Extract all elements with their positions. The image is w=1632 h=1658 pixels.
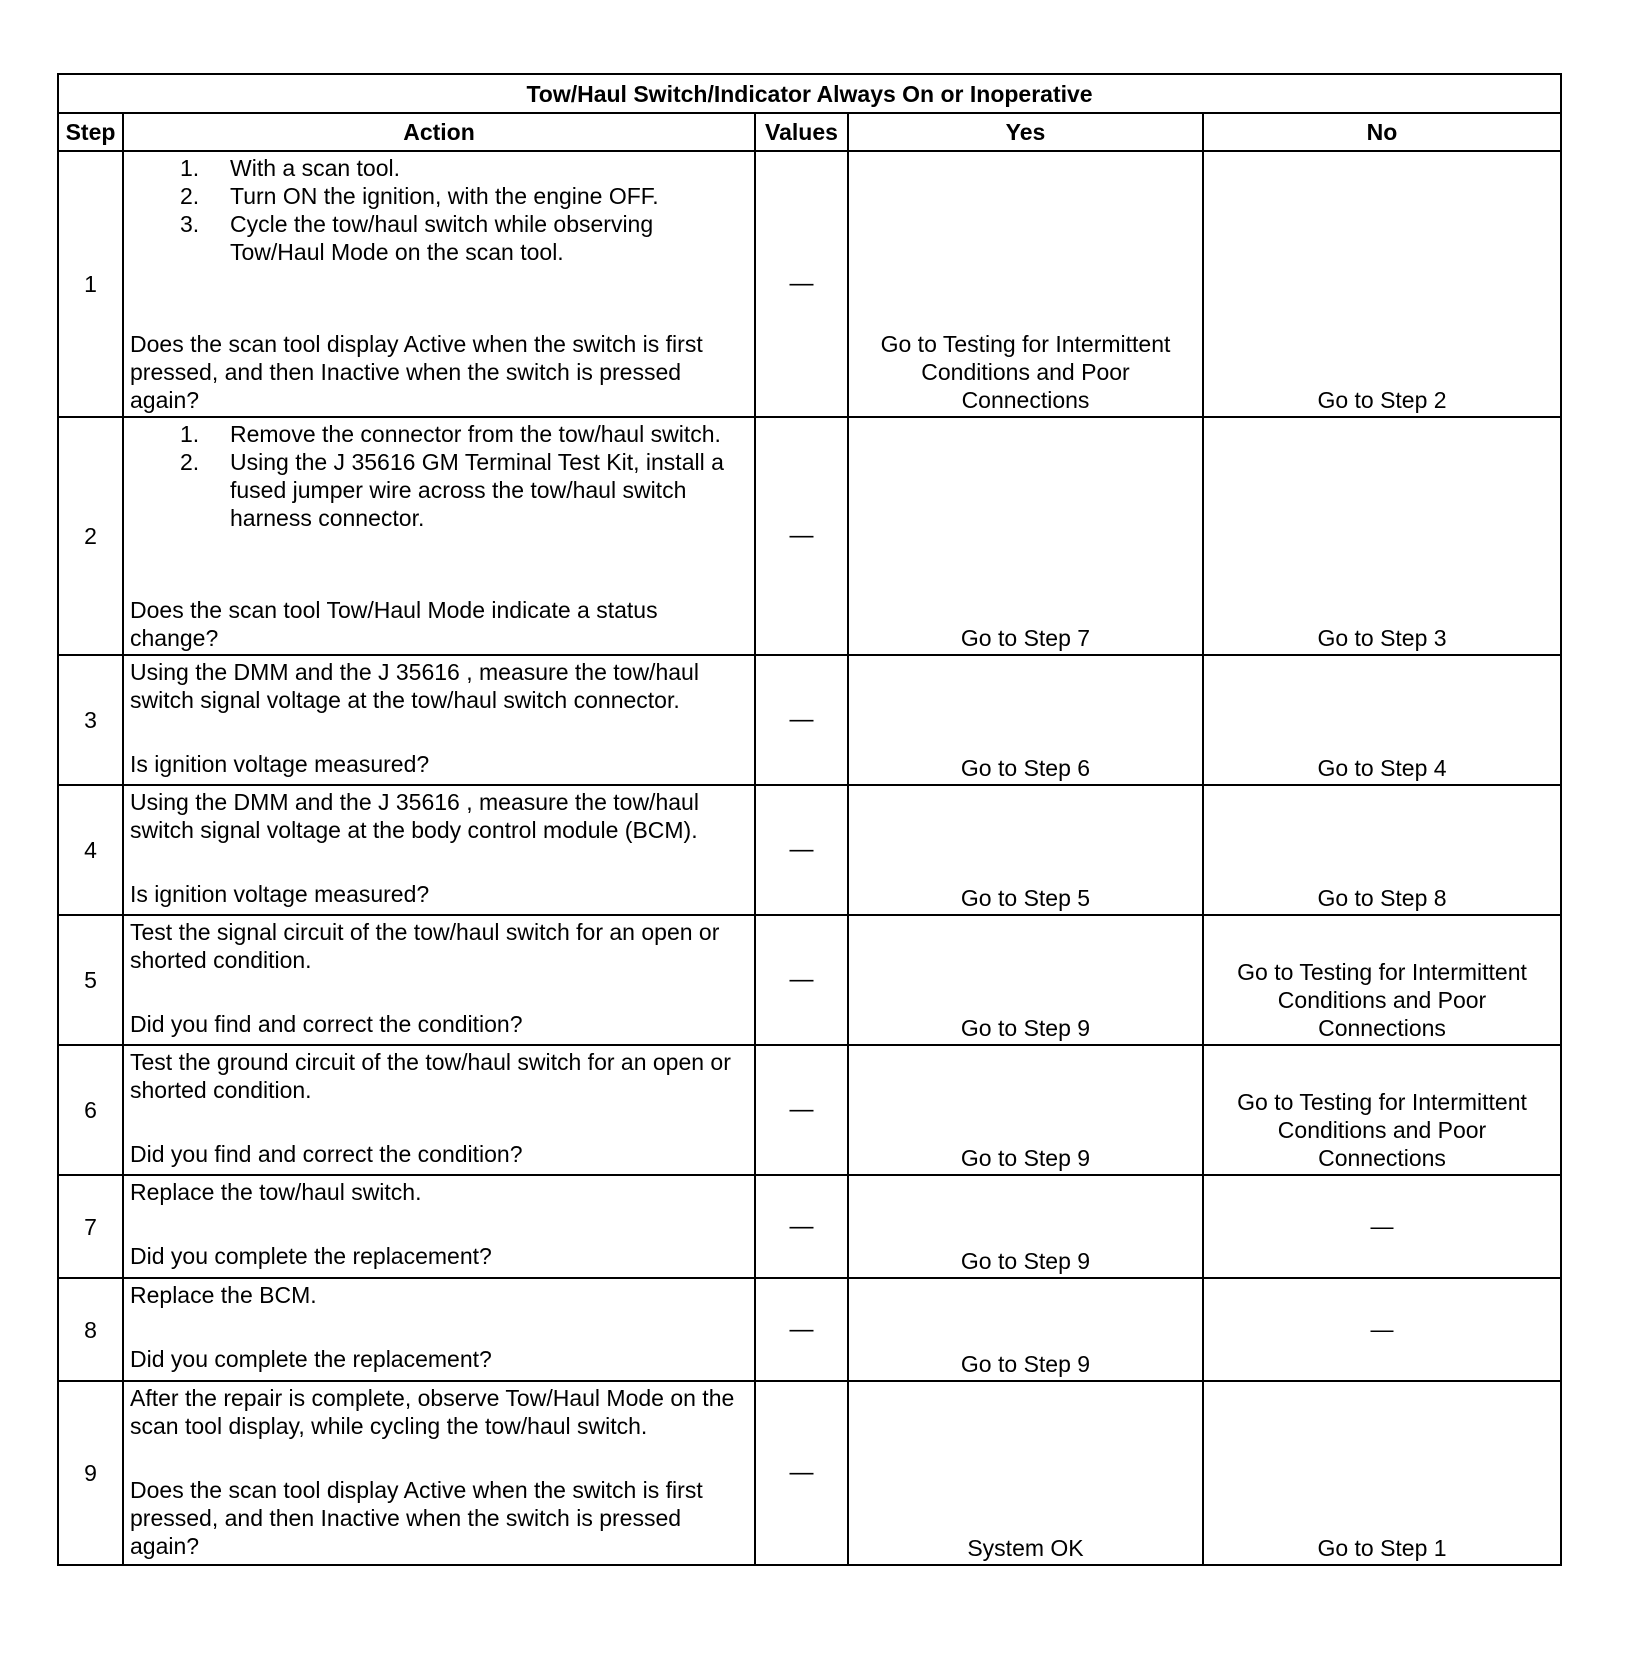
step-number: 4 xyxy=(58,785,123,915)
table-row xyxy=(58,1381,1561,1565)
action-step-number: 1. xyxy=(180,421,200,447)
action-step-item xyxy=(180,210,750,266)
values-cell: — xyxy=(755,1045,848,1175)
step-number: 2 xyxy=(58,417,123,655)
action-step-number: 2. xyxy=(180,183,200,209)
no-cell: Go to Step 1 xyxy=(1203,1381,1561,1565)
table-row xyxy=(58,1278,1561,1381)
action-instruction: Test the signal circuit of the tow/haul switch for an open or shorted condition. xyxy=(130,919,720,973)
step-number: 9 xyxy=(58,1381,123,1565)
table-row xyxy=(58,417,1561,655)
action-steps-list xyxy=(130,420,750,532)
action-cell xyxy=(123,151,755,417)
action-step-text: Remove the connector from the tow/haul switch. xyxy=(230,421,721,447)
yes-cell: Go to Step 9 xyxy=(848,1278,1203,1381)
action-step-number: 3. xyxy=(180,211,200,237)
header-no: No xyxy=(1203,113,1561,151)
table-row xyxy=(58,151,1561,417)
header-action: Action xyxy=(123,113,755,151)
action-step-item xyxy=(180,182,750,210)
action-step-text: Cycle the tow/haul switch while observing Tow/Haul Mode on the scan tool. xyxy=(230,211,654,265)
action-cell xyxy=(123,655,755,785)
values-cell: — xyxy=(755,151,848,417)
values-cell: — xyxy=(755,1278,848,1381)
no-cell: — xyxy=(1203,1278,1561,1381)
table-row xyxy=(58,785,1561,915)
no-cell: Go to Testing for Intermittent Conditions and Poor Connections xyxy=(1203,1045,1561,1175)
action-question: Did you complete the replacement? xyxy=(130,1346,492,1372)
yes-cell: Go to Step 7 xyxy=(848,417,1203,655)
action-cell xyxy=(123,1381,755,1565)
action-step-number: 2. xyxy=(180,449,200,475)
action-question: Did you find and correct the condition? xyxy=(130,1141,523,1167)
action-question: Is ignition voltage measured? xyxy=(130,751,430,777)
yes-cell: Go to Step 9 xyxy=(848,915,1203,1045)
action-question: Is ignition voltage measured? xyxy=(130,881,430,907)
action-instruction: Using the DMM and the J 35616 , measure the tow/haul switch signal voltage at the body control module (BCM). xyxy=(130,789,699,843)
values-cell: — xyxy=(755,417,848,655)
table-row xyxy=(58,1175,1561,1278)
yes-cell: Go to Step 9 xyxy=(848,1175,1203,1278)
action-step-item xyxy=(180,154,750,182)
action-instruction: After the repair is complete, observe Tow/Haul Mode on the scan tool display, while cycling the tow/haul switch. xyxy=(130,1385,735,1439)
action-step-item xyxy=(180,420,750,448)
no-cell: Go to Step 2 xyxy=(1203,151,1561,417)
step-number: 5 xyxy=(58,915,123,1045)
yes-cell: System OK xyxy=(848,1381,1203,1565)
step-number: 1 xyxy=(58,151,123,417)
table-row xyxy=(58,1045,1561,1175)
yes-cell: Go to Testing for Intermittent Conditions and Poor Connections xyxy=(848,151,1203,417)
action-cell xyxy=(123,1278,755,1381)
action-step-number: 1. xyxy=(180,155,200,181)
action-step-text: Turn ON the ignition, with the engine OFF. xyxy=(230,183,659,209)
action-instruction: Replace the tow/haul switch. xyxy=(130,1179,422,1205)
action-question: Does the scan tool Tow/Haul Mode indicate a status change? xyxy=(130,597,658,651)
step-number: 3 xyxy=(58,655,123,785)
no-cell: Go to Testing for Intermittent Conditions and Poor Connections xyxy=(1203,915,1561,1045)
step-number: 8 xyxy=(58,1278,123,1381)
values-cell: — xyxy=(755,785,848,915)
table-row xyxy=(58,655,1561,785)
no-cell: — xyxy=(1203,1175,1561,1278)
action-step-text: Using the J 35616 GM Terminal Test Kit, install a fused jumper wire across the tow/haul switch harness connector. xyxy=(230,449,724,531)
step-number: 6 xyxy=(58,1045,123,1175)
action-step-text: With a scan tool. xyxy=(230,155,401,181)
action-instruction: Using the DMM and the J 35616 , measure the tow/haul switch signal voltage at the tow/haul switch connector. xyxy=(130,659,699,713)
action-question: Did you find and correct the condition? xyxy=(130,1011,523,1037)
action-question: Does the scan tool display Active when the switch is first pressed, and then Inactive when the switch is pressed again? xyxy=(130,331,703,413)
values-cell: — xyxy=(755,1175,848,1278)
step-number: 7 xyxy=(58,1175,123,1278)
header-yes: Yes xyxy=(848,113,1203,151)
diagnostic-table xyxy=(57,73,1562,1566)
values-cell: — xyxy=(755,1381,848,1565)
yes-cell: Go to Step 5 xyxy=(848,785,1203,915)
action-cell xyxy=(123,915,755,1045)
no-cell: Go to Step 8 xyxy=(1203,785,1561,915)
action-cell xyxy=(123,417,755,655)
header-values: Values xyxy=(755,113,848,151)
no-cell: Go to Step 4 xyxy=(1203,655,1561,785)
action-question: Did you complete the replacement? xyxy=(130,1243,492,1269)
values-cell: — xyxy=(755,655,848,785)
action-steps-list xyxy=(130,154,750,266)
yes-cell: Go to Step 9 xyxy=(848,1045,1203,1175)
action-cell xyxy=(123,785,755,915)
header-step: Step xyxy=(58,113,123,151)
no-cell: Go to Step 3 xyxy=(1203,417,1561,655)
action-instruction: Replace the BCM. xyxy=(130,1282,317,1308)
action-cell xyxy=(123,1175,755,1278)
values-cell: — xyxy=(755,915,848,1045)
yes-cell: Go to Step 6 xyxy=(848,655,1203,785)
table-title: Tow/Haul Switch/Indicator Always On or Inoperative xyxy=(58,74,1561,113)
action-cell xyxy=(123,1045,755,1175)
action-instruction: Test the ground circuit of the tow/haul switch for an open or shorted condition. xyxy=(130,1049,731,1103)
action-question: Does the scan tool display Active when the switch is first pressed, and then Inactive when the switch is pressed again? xyxy=(130,1477,703,1559)
table-body xyxy=(58,151,1561,1565)
action-step-item xyxy=(180,448,750,532)
table-row xyxy=(58,915,1561,1045)
